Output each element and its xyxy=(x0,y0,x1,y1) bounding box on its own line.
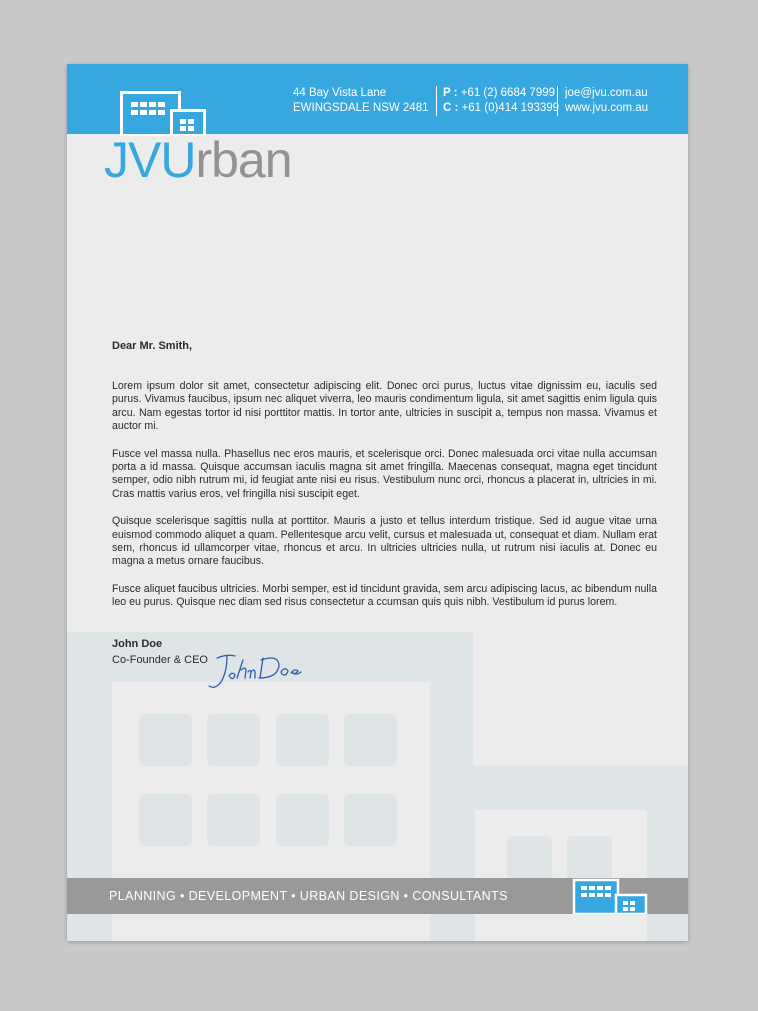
mobile-label: C : xyxy=(443,102,459,114)
paragraph-2: Fusce vel massa nulla. Phasellus nec eros mauris, et scelerisque orci. Donec malesuada orci vitae nulla accumsan porta a id massa. Quisque accumsan iaculis magna sit amet fringilla. Maecenas consequat, magna eget tincidunt semper, odio nibh rutrum mi, id feugiat ante nisi eu risus. Vestibulum nunc orci, rhoncus a placerat in, ultricies in mi. Cras mattis varius eros, vel fringilla nisi suscipit eget. xyxy=(112,447,657,500)
address-line-1: 44 Bay Vista Lane xyxy=(293,87,387,99)
website-url: www.jvu.com.au xyxy=(565,102,649,114)
services-tagline: PLANNING • DEVELOPMENT • URBAN DESIGN • CONSULTANTS xyxy=(109,889,508,903)
email-address: joe@jvu.com.au xyxy=(565,87,648,99)
address-line-2: EWINGSDALE NSW 2481 xyxy=(293,102,429,114)
web-block xyxy=(557,86,648,116)
paragraph-4: Fusce aliquet faucibus ultricies. Morbi semper, est id tincidunt gravida, sem arcu adipiscing lacus, ac bibendum nulla leo eu purus. Quisque nec diam sed risus consectetur a ccumsan quis quis nibh. Vestibulum id purus lorem. xyxy=(112,582,657,609)
sender-title: Co-Founder & CEO xyxy=(112,654,208,666)
letter-body xyxy=(112,340,657,624)
building-logo-icon xyxy=(572,878,648,914)
phone-number: +61 (2) 6684 7999 xyxy=(460,87,556,99)
paragraph-1: Lorem ipsum dolor sit amet, consectetur adipiscing elit. Donec orci purus, luctus vitae dignissim eu, iaculis sed purus. Vivamus faucibus, ipsum nec aliquet viverra, leo mauris condimentum ligula, sit amet sagittis enim ligula quis arcu. Nam egestas tortor id nisi porttitor mattis. In tortor ante, ultricies in suscipit a, tempus non massa. Vivamus et auctor mi. xyxy=(112,380,657,433)
mobile-number: +61 (0)414 193399 xyxy=(461,102,560,114)
address-block xyxy=(293,86,428,116)
paragraph-3: Quisque scelerisque sagittis nulla at porttitor. Mauris a justo et tellus interdum tristique. Sed id augue vitae urna euismod commodo aliquet a quam. Pellentesque arcu velit, cursus et malesuada ut, consequat et diam. Nullam erat sem, rhoncus id ullamcorper vitae, rhoncus et arcu. In ultricies ultricies nulla, ut rutrum nisi iaculis at. Donec eu magna a metus ornare faucibus. xyxy=(112,515,657,568)
letterhead-page xyxy=(67,64,688,941)
salutation: Dear Mr. Smith, xyxy=(112,340,193,352)
phone-block xyxy=(436,86,559,116)
signature-image xyxy=(205,650,305,692)
sender-name: John Doe xyxy=(112,638,163,650)
phone-label: P : xyxy=(443,87,458,99)
building-logo-icon xyxy=(119,90,209,136)
brand-name-secondary: rban xyxy=(195,132,292,188)
brand-wordmark xyxy=(104,134,292,186)
brand-name-primary: JVU xyxy=(104,132,196,188)
